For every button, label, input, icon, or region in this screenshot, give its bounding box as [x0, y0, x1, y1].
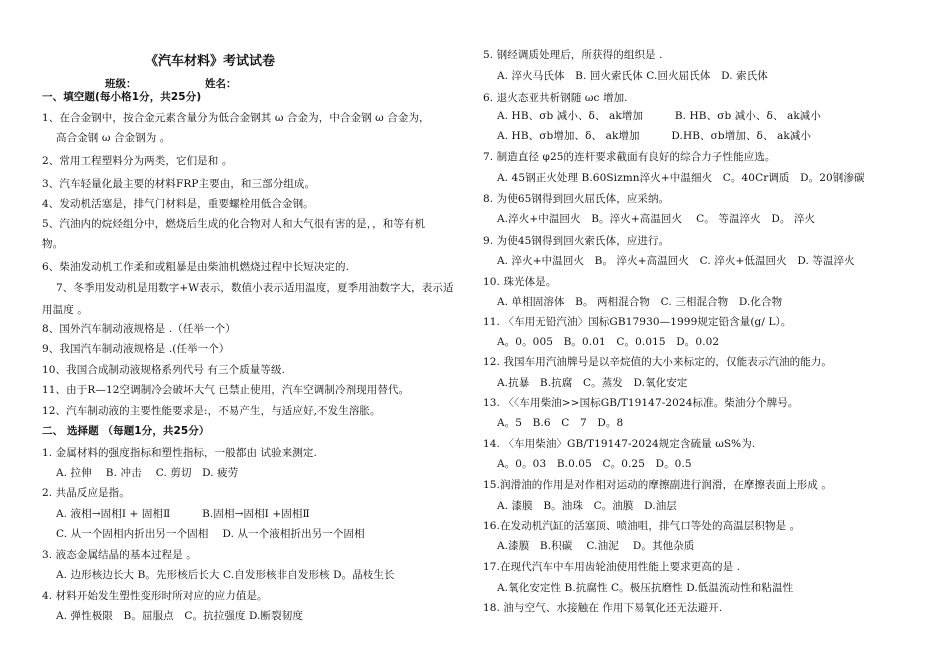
question-line: 用温度 。 — [42, 304, 88, 316]
question-line: 3、汽车轻量化最主要的材料FRP主要由，和三部分组成。 — [42, 178, 316, 190]
question-line: 8、国外汽车制动液规格是 .（任举一个） — [42, 323, 236, 335]
answer-options: A. 淬火+中温回火 B。 淬火+高温回火 C. 淬火+低温回火 D. 等温淬火 — [497, 255, 855, 267]
answer-options: A.氧化安定性 B.抗腐性 C。极压抗磨性 D.低温流动性和粘温性 — [497, 582, 794, 594]
question-line: 3. 液态金属结晶的基本过程是 。 — [42, 549, 197, 561]
question-line: 高合金钢 ω 合金钢为 。 — [56, 132, 171, 144]
answer-options: A. 淬火马氏体 B. 回火索氏体 C.回火屈氏体 D. 索氏体 — [497, 70, 768, 82]
question-line: 18. 油与空气、水接触在 作用下易氧化还无法避开. — [483, 602, 723, 614]
question-line: 物。 — [42, 238, 64, 250]
answer-options: A. 弹性极限 B。屈服点 C。抗拉强度 D.断裂韧度 — [56, 610, 303, 622]
answer-options: C. 从一个固相内折出另一个固相 D. 从一个液相折出另一个固相 — [56, 528, 365, 540]
section-heading: 二、 选择题 （每题1分，共25分） — [42, 425, 210, 437]
question-line: 2. 共晶反应是指。 — [42, 487, 130, 499]
section-heading: 一、填空题(每小格1分，共25分) — [42, 91, 202, 103]
question-line: 11、由于R—12空调制冷会破坏大气 已禁止使用，汽车空调制冷剂现用替代。 — [42, 384, 410, 396]
question-line: 11. 〈车用无铅汽油〉国标GB17930—1999规定铅含量(g/ L）。 — [483, 316, 792, 328]
question-line: 6. 退火态亚共析钢随 ωc 增加. — [483, 92, 628, 104]
answer-options: A. 单相固溶体 B。 两相混合物 C. 三相混合物 D.化合物 — [497, 296, 783, 308]
question-line: 7. 制造直径 φ25的连杆要求截面有良好的综合力子性能应选。 — [483, 151, 776, 163]
question-line: 12、汽车制动液的主要性能要求是:，不易产生，与适应好,不发生溶胀。 — [42, 405, 381, 417]
question-line: 6、柴油发动机工作柔和或粗暴是由柴油机燃烧过程中长短决定的. — [42, 261, 350, 273]
question-line: 12. 我国车用汽油牌号是以辛烷值的大小来标定的，仅能表示汽油的能力。 — [483, 356, 833, 368]
answer-options: A.漆膜 B.积碳 C.油泥 D。其他杂质 — [497, 540, 695, 552]
answer-options: A。0。005 B。0.01 C。0.015 D。0.02 — [497, 336, 720, 348]
question-line: 5、汽油内的烷烃组分中，燃烧后生成的化合物对人和大气很有害的是，，和等有机 — [42, 218, 426, 230]
question-line: 1. 金属材料的强度指标和塑性指标，一般都由 试验来测定. — [42, 447, 317, 459]
answer-options: A.淬火+中温回火 B。淬火+高温回火 C。 等温淬火 D。 淬火 — [497, 213, 816, 225]
question-line: 14. 〈车用柴油〉GB/T19147-2024规定含硫量 ωS%为. — [483, 438, 756, 450]
question-line: 2、常用工程塑料分为两类，它们是和 。 — [42, 155, 233, 167]
class-label: 班级： — [105, 78, 137, 90]
question-line: 17.在现代汽车中车用齿轮油使用性能上要求更高的是 . — [483, 561, 741, 573]
answer-options: A. 液相→固相Ⅰ + 固相Ⅱ B.固相→固相Ⅰ +固相Ⅱ — [56, 508, 310, 520]
exam-title: 《汽车材料》考试试卷 — [145, 54, 276, 69]
question-line: 10. 珠光体是。 — [483, 276, 557, 288]
answer-options: A. HB、σb增加、δ、 ak增加 D.HB、σb增加、δ、 ak减小 — [497, 130, 812, 142]
answer-options: A. 边形核边长大 B。先形核后长大 C.自发形核非自发形核 D。晶枝生长 — [56, 569, 395, 581]
answer-options: A.抗暴 B.抗腐 C。蒸发 D.氧化安定 — [497, 377, 688, 389]
answer-options: A. 拉伸 B. 冲击 C. 剪切 D. 疲劳 — [56, 467, 239, 479]
question-line: 5. 钢经调质处理后，所获得的组织是 . — [483, 49, 663, 61]
question-line: 4、发动机活塞是，排气门材料是，重要螺栓用低合金钢。 — [42, 198, 314, 210]
question-line: 7、冬季用发动机是用数字+W表示，数值小表示适用温度，夏季用油数字大，表示适 — [56, 282, 454, 294]
question-line: 8. 为使65钢得到回火屈氏体，应采纳。 — [483, 193, 670, 205]
question-line: 13. 〈〈车用柴油>>国标GB/T19147-2024标准。柴油分个牌号。 — [483, 397, 799, 409]
question-line: 15.润滑油的作用是对作相对运动的摩擦副进行润滑，在摩擦表面上形成 。 — [483, 479, 833, 491]
question-line: 16.在发动机汽缸的活塞顶、喷油咀，排气口等处的高温层积物是 。 — [483, 520, 801, 532]
answer-options: A. HB、σb 减小、δ、 ak增加 B. HB、σb 减小、δ、 ak减小 — [497, 110, 822, 122]
question-line: 9. 为使45钢得到回火索氏体，应进行。 — [483, 235, 670, 247]
question-line: 4. 材料开始发生塑性变形时所对应的应力值是。 — [42, 590, 268, 602]
answer-options: A. 45钢正火处理 B.60Sizmn淬火+中温细火 C。40Cr调质 D。20钢渗碳 — [497, 172, 865, 184]
answer-options: A。0。03 B.0.05 C。0.25 D。0.5 — [497, 458, 692, 470]
question-line: 1、在合金钢中，按合金元素含量分为低合金钢其 ω 合金为，中合金钢 ω 合金为， — [42, 112, 430, 124]
name-label: 姓名： — [205, 78, 237, 90]
question-line: 9、我国汽车制动液规格是 .(任举一个） — [42, 343, 230, 355]
answer-options: A。5 B.6 C 7 D。8 — [497, 417, 624, 429]
question-line: 10、我国合成制动液规格系列代号 有三个质量等级. — [42, 364, 286, 376]
answer-options: A. 漆膜 B。油珠 C。油膜 D.油层 — [497, 500, 677, 512]
